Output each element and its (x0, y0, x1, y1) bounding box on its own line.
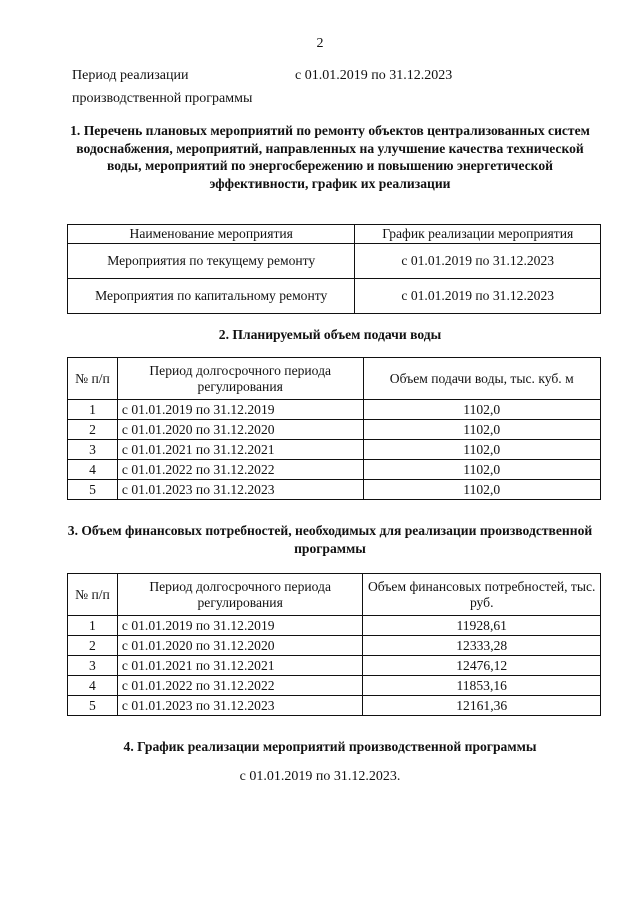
row-value: 11853,16 (363, 676, 601, 696)
row-number: 2 (68, 636, 118, 656)
header-activity-schedule: График реализации мероприятия (355, 225, 601, 244)
row-number: 4 (68, 676, 118, 696)
financial-needs-table (67, 573, 601, 716)
header-period: Период долгосрочного периода регулирования (117, 358, 363, 400)
row-period: с 01.01.2021 по 31.12.2021 (117, 440, 363, 460)
activity-name: Мероприятия по капитальному ремонту (68, 279, 355, 314)
row-number: 5 (68, 480, 118, 500)
row-period: с 01.01.2019 по 31.12.2019 (117, 400, 363, 420)
table-row (68, 420, 601, 440)
row-period: с 01.01.2023 по 31.12.2023 (117, 696, 363, 716)
period-label: Период реализации производственной программы (72, 68, 253, 106)
period-value: с 01.01.2019 по 31.12.2023 (295, 68, 453, 83)
row-value: 1102,0 (363, 460, 601, 480)
row-number: 2 (68, 420, 118, 440)
row-period: с 01.01.2022 по 31.12.2022 (117, 676, 363, 696)
row-period: с 01.01.2023 по 31.12.2023 (117, 480, 363, 500)
row-number: 1 (68, 400, 118, 420)
table-header-row (68, 574, 601, 616)
row-period: с 01.01.2022 по 31.12.2022 (117, 460, 363, 480)
header-number: № п/п (68, 358, 118, 400)
row-value: 12161,36 (363, 696, 601, 716)
section1-heading: 1. Перечень плановых мероприятий по ремонту объектов централизованных систем водоснабжения, мероприятий, направленных на улучшение качества технической воды, мероприятий по энергосбережению и повышению энергетической эффективности, график их реализации (70, 123, 590, 191)
table-row (68, 440, 601, 460)
row-value: 12476,12 (363, 656, 601, 676)
row-number: 3 (68, 440, 118, 460)
row-period: с 01.01.2020 по 31.12.2020 (117, 420, 363, 440)
row-value: 1102,0 (363, 480, 601, 500)
row-number: 3 (68, 656, 118, 676)
header-financial-needs: Объем финансовых потребностей, тыс. руб. (363, 574, 601, 616)
row-value: 11928,61 (363, 616, 601, 636)
row-period: с 01.01.2021 по 31.12.2021 (117, 656, 363, 676)
table-row (68, 616, 601, 636)
page-number: 2 (316, 36, 324, 51)
row-period: с 01.01.2020 по 31.12.2020 (117, 636, 363, 656)
table-row (68, 696, 601, 716)
row-value: 1102,0 (363, 420, 601, 440)
activity-schedule: с 01.01.2019 по 31.12.2023 (355, 279, 601, 314)
activities-table (67, 224, 601, 314)
table-header-row (68, 225, 601, 244)
activity-name: Мероприятия по текущему ремонту (68, 244, 355, 279)
table-row (68, 400, 601, 420)
header-activity-name: Наименование мероприятия (68, 225, 355, 244)
row-value: 1102,0 (363, 400, 601, 420)
row-value: 12333,28 (363, 636, 601, 656)
section4-heading: 4. График реализации мероприятий производственной программы (123, 739, 537, 754)
table-row (68, 636, 601, 656)
table-row (68, 279, 601, 314)
row-period: с 01.01.2019 по 31.12.2019 (117, 616, 363, 636)
table-row (68, 244, 601, 279)
water-volume-table (67, 357, 601, 500)
row-value: 1102,0 (363, 440, 601, 460)
header-number: № п/п (68, 574, 118, 616)
section2-heading: 2. Планируемый объем подачи воды (218, 327, 442, 342)
header-period: Период долгосрочного периода регулирования (117, 574, 363, 616)
table-header-row (68, 358, 601, 400)
table-row (68, 676, 601, 696)
row-number: 1 (68, 616, 118, 636)
activity-schedule: с 01.01.2019 по 31.12.2023 (355, 244, 601, 279)
section3-heading: 3. Объем финансовых потребностей, необходимых для реализации производственной программы (67, 523, 593, 556)
table-row (68, 460, 601, 480)
row-number: 5 (68, 696, 118, 716)
table-row (68, 656, 601, 676)
table-row (68, 480, 601, 500)
header-water-volume: Объем подачи воды, тыс. куб. м (363, 358, 601, 400)
section4-period: с 01.01.2019 по 31.12.2023. (239, 769, 401, 784)
row-number: 4 (68, 460, 118, 480)
